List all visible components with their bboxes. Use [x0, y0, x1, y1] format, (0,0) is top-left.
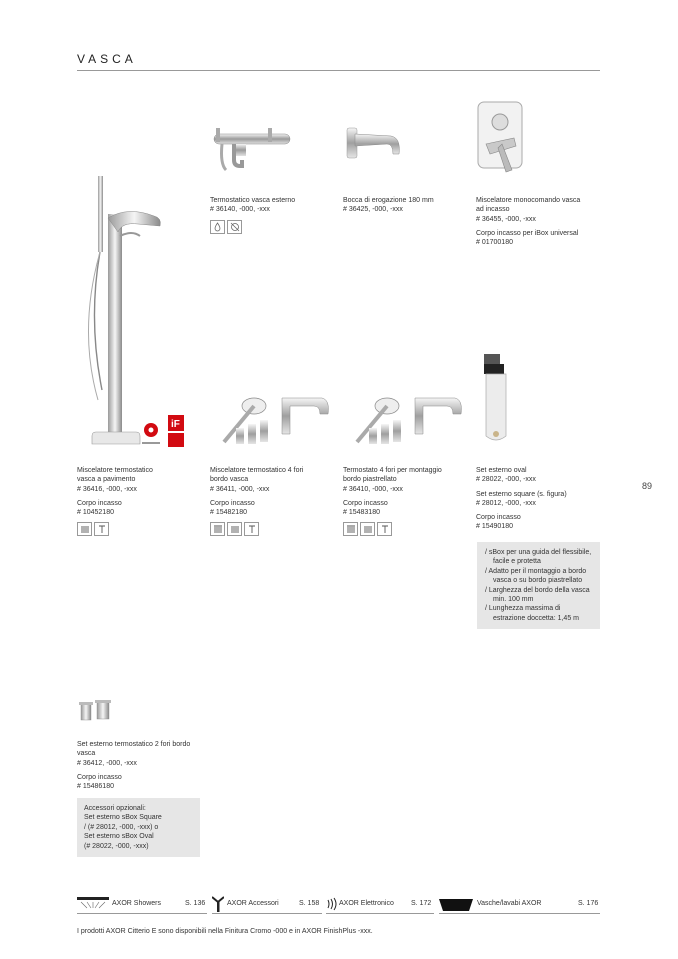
product-8-info: [77, 740, 202, 791]
product-1-info: [210, 196, 335, 234]
product-2-info: [343, 196, 468, 215]
water-drop-icon: [210, 220, 225, 234]
anti-scald-icon: [227, 220, 242, 234]
optional-accessories: [77, 798, 200, 857]
title-divider: [77, 70, 600, 71]
product-2-code: # 36425, -000, -xxx: [343, 206, 403, 214]
reddot-award-icon: [140, 412, 162, 455]
sbox-notes: [477, 542, 600, 629]
product-7-body-label: Corpo incasso: [476, 514, 521, 522]
installation-type-icon: [77, 522, 92, 536]
bathtub-icon: [439, 898, 473, 912]
product-3-body-code: # 01700180: [476, 239, 513, 247]
footer-link-page: S. 172: [411, 900, 432, 907]
two-hole-set-image: [77, 698, 117, 724]
product-6-code: # 36410, -000, -xxx: [343, 485, 403, 493]
sensor-waves-icon: [326, 897, 338, 911]
page-number: 89: [642, 481, 653, 491]
footer-link-page: S. 158: [299, 900, 320, 907]
product-5-body-label: Corpo incasso: [210, 499, 255, 507]
sbox-note-item: / Adatto per il montaggio a bordo vasca o su bordo piastrellato: [485, 567, 587, 585]
product-8-name-2: vasca: [77, 750, 96, 758]
if-design-award-icon: [168, 415, 184, 454]
product-4-name: Miscelatore termostatico: [77, 467, 153, 474]
accessory-line: / (# 28012, -000, -xxx) o: [84, 823, 159, 831]
footer-link-label: AXOR Showers: [112, 900, 162, 907]
product-7-body-code: # 15490180: [476, 523, 513, 531]
product-5-name-2: bordo vasca: [210, 476, 249, 484]
product-8-code: # 36412, -000, -xxx: [77, 759, 137, 767]
installation-type-icon: [343, 522, 358, 536]
product-6-body-label: Corpo incasso: [343, 499, 388, 507]
product-7-alt-code: # 28012, -000, -xxx: [476, 499, 536, 507]
footer-divider: [77, 913, 207, 914]
product-7-alt-name: Set esterno square (s. figura): [476, 490, 567, 498]
footer-link-page: S. 136: [185, 900, 206, 907]
bath-thermostat-image: [210, 120, 292, 182]
accessories-title: Accessori opzionali:: [84, 805, 146, 812]
installation-type-2-icon: [360, 522, 375, 536]
sbox-note-item: / Larghezza del bordo della vasca min. 100 mm: [485, 586, 590, 604]
page-title: VASCA: [77, 52, 137, 66]
sbox-note-text: Larghezza del bordo della vasca min. 100 mm: [488, 586, 590, 604]
concealed-mixer-image: [476, 98, 524, 176]
product-1-name: Termostatico vasca esterno: [210, 197, 296, 204]
footer-link-label: Vasche/lavabi AXOR: [477, 900, 542, 907]
product-5-name: Miscelatore termostatico 4 fori: [210, 467, 304, 474]
product-3-info: [476, 196, 601, 247]
accessory-line: (# 28022, -000, -xxx): [84, 842, 149, 850]
sbox-note-text: Lunghezza massima di estrazione doccetta: 1,45 m: [488, 605, 579, 622]
accessory-line: Set esterno sBox Square: [84, 814, 162, 822]
product-2-name: Bocca di erogazione 180 mm: [343, 197, 434, 204]
svg-text:iF: iF: [171, 419, 180, 430]
installation-type-2-icon: [227, 522, 242, 536]
finish-disclaimer: I prodotti AXOR Citterio E sono disponibili nella Finitura Cromo -000 e in AXOR FinishPlus -xxx.: [77, 928, 373, 935]
product-7-info: [476, 466, 601, 532]
sbox-image: [478, 352, 518, 448]
floor-mixer-image: [78, 170, 198, 452]
accessory-line: Set esterno sBox Oval: [84, 833, 154, 841]
product-4-name-2: vasca a pavimento: [77, 476, 136, 484]
product-4-info: [77, 466, 202, 536]
product-3-body-label: Corpo incasso per iBox universal: [476, 229, 579, 237]
sbox-note-item: / sBox per una guida del flessibile, facile e protetta: [485, 549, 592, 566]
product-7-code: # 28022, -000, -xxx: [476, 476, 536, 484]
footer-link-label: AXOR Elettronico: [339, 900, 394, 907]
product-4-body-label: Corpo incasso: [77, 499, 122, 507]
footer-link-page: S. 176: [578, 900, 599, 907]
product-3-name: Miscelatore monocomando vasca: [476, 197, 581, 204]
footer-divider: [326, 913, 434, 914]
product-6-info: [343, 466, 468, 536]
product-5-info: [210, 466, 335, 536]
product-6-name: Termostato 4 fori per montaggio: [343, 467, 442, 474]
mounting-type-icon: [94, 522, 109, 536]
deck-thermostat-image: [210, 388, 334, 452]
footer-divider: [439, 913, 600, 914]
mounting-type-icon: [377, 522, 392, 536]
accessory-line-text: (# 28012, -000, -xxx) o: [87, 823, 159, 831]
tiled-thermostat-image: [343, 388, 467, 452]
product-7-name: Set esterno oval: [476, 467, 527, 474]
installation-type-icon: [210, 522, 225, 536]
footer-divider: [212, 913, 322, 914]
product-4-code: # 36416, -000, -xxx: [77, 485, 137, 493]
product-8-body-code: # 15486180: [77, 783, 114, 791]
product-3-code: # 36455, -000, -xxx: [476, 215, 536, 223]
footer-link-label: AXOR Accessori: [227, 900, 279, 907]
product-3-name-2: ad incasso: [476, 206, 510, 214]
product-5-body-code: # 15482180: [210, 509, 247, 517]
shower-head-icon: [77, 896, 109, 910]
product-8-name: Set esterno termostatico 2 fori bordo: [77, 741, 191, 748]
sbox-note-item: / Lunghezza massima di estrazione doccetta: 1,45 m: [485, 605, 579, 622]
hook-icon: [212, 896, 224, 912]
sbox-note-text: sBox per una guida del flessibile, facile e protetta: [488, 549, 592, 566]
product-4-body-code: # 10452180: [77, 509, 114, 517]
product-5-code: # 36411, -000, -xxx: [210, 485, 270, 493]
product-1-code: # 36140, -000, -xxx: [210, 206, 270, 214]
spout-image: [343, 124, 403, 164]
product-6-name-2: bordo piastrellato: [343, 476, 397, 484]
product-6-body-code: # 15483180: [343, 509, 380, 517]
mounting-type-icon: [244, 522, 259, 536]
sbox-note-text: Adatto per il montaggio a bordo vasca o su bordo piastrellato: [488, 567, 587, 585]
product-8-body-label: Corpo incasso: [77, 773, 122, 781]
